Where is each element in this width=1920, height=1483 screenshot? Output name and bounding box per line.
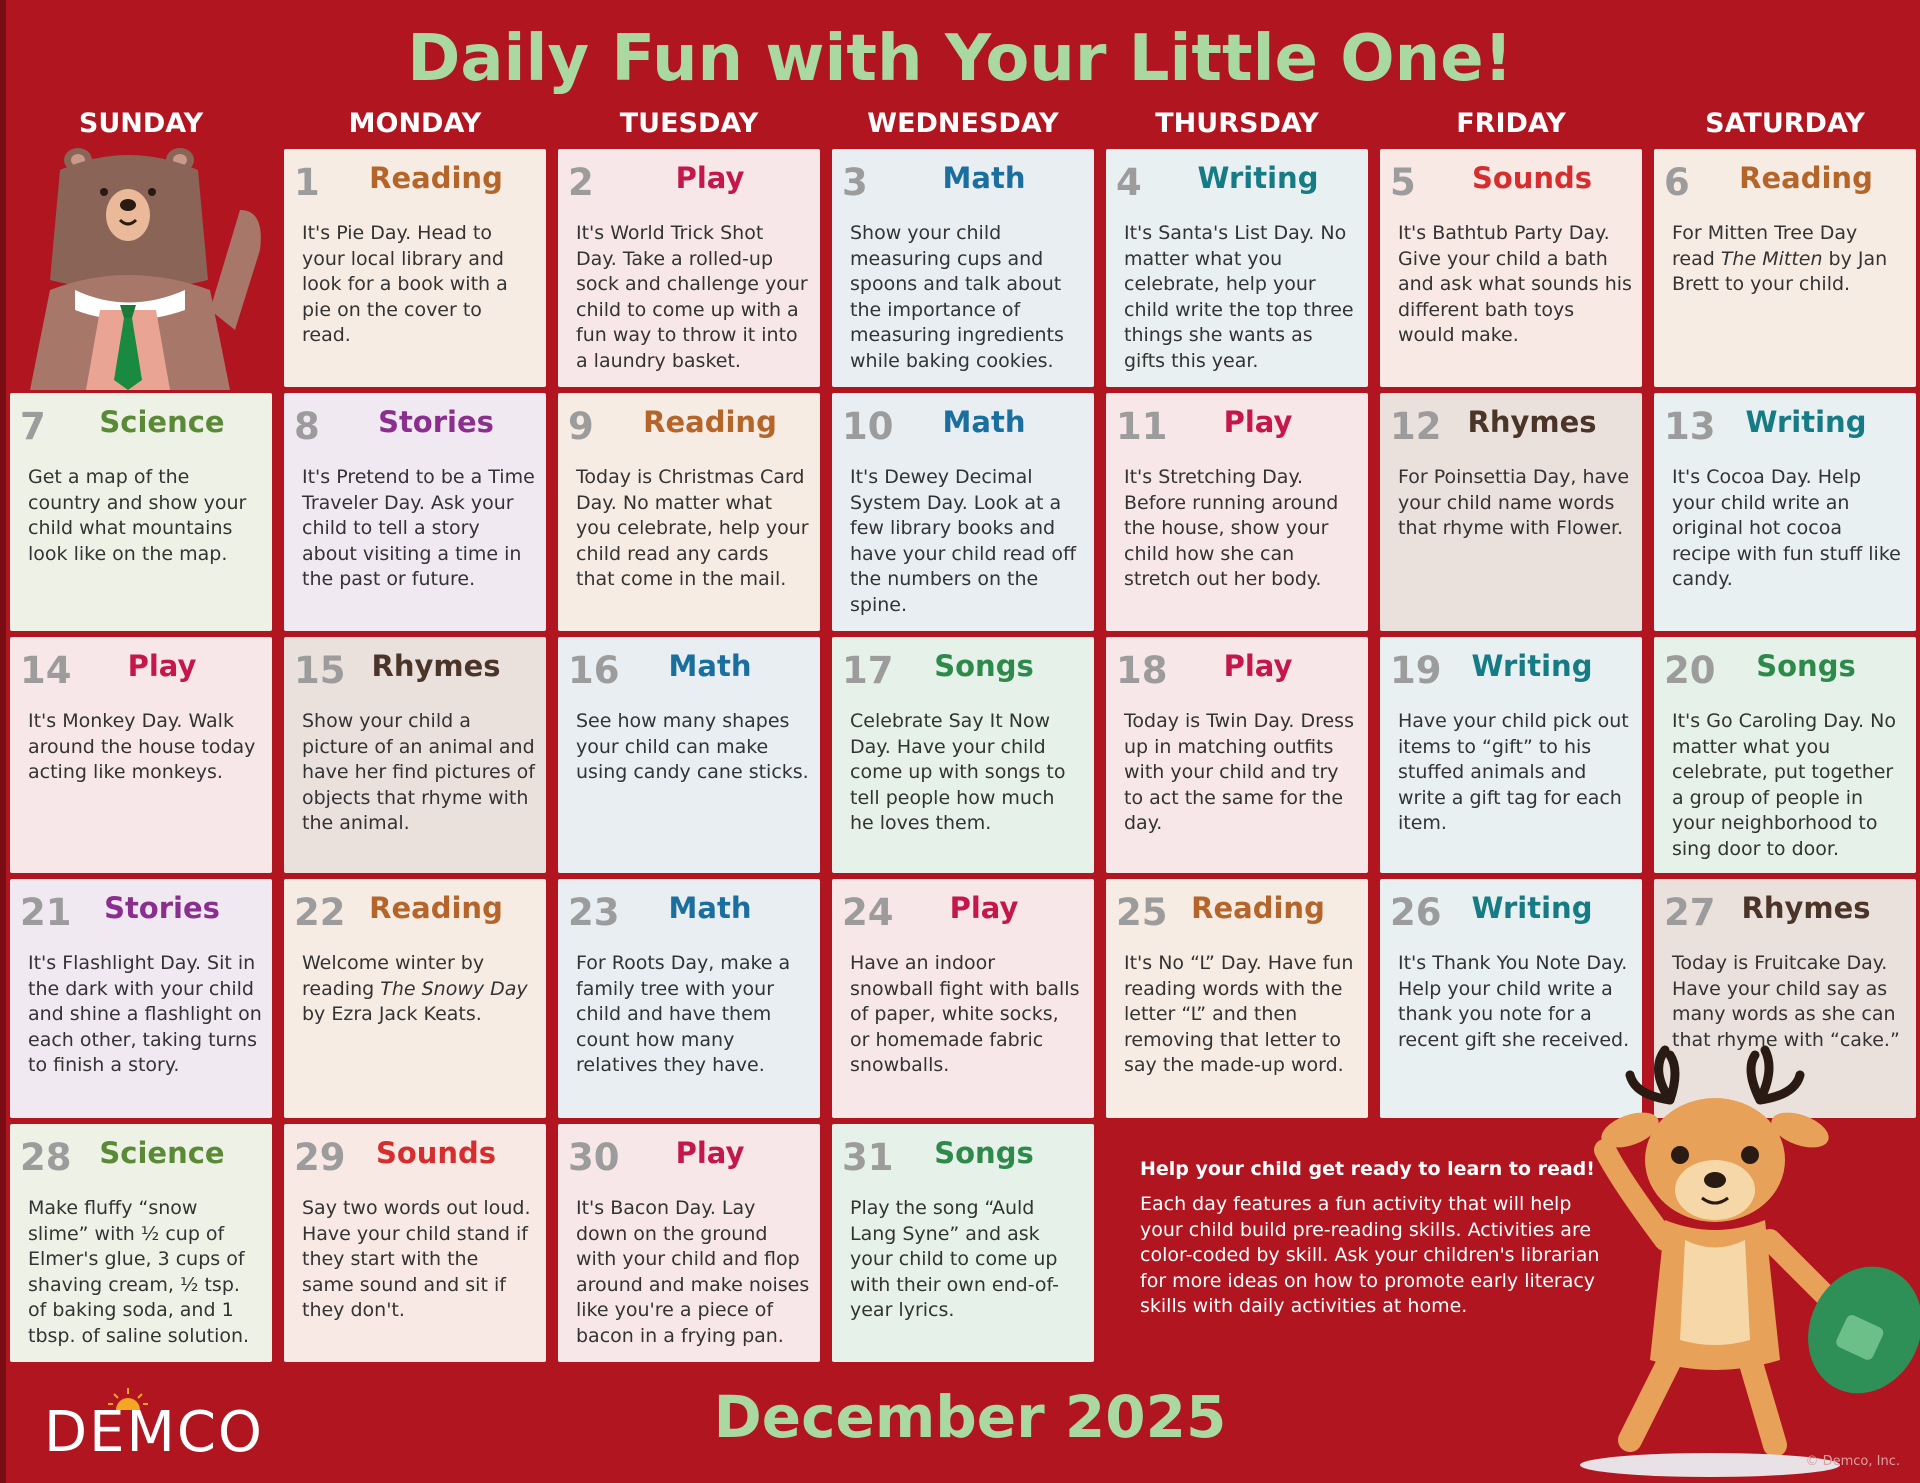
activity-text: It's Stretching Day. Before running around the house, show your child how she can stretch out her body. bbox=[1124, 466, 1339, 590]
day-number: 20 bbox=[1664, 649, 1716, 692]
day-number: 5 bbox=[1390, 161, 1416, 204]
day-number: 26 bbox=[1390, 891, 1442, 934]
weekday-friday: FRIDAY bbox=[1456, 108, 1566, 139]
page-edge bbox=[0, 0, 6, 1483]
activity-text: It's Santa's List Day. No matter what you celebrate, help your child write the top three things she wants as gifts this year. bbox=[1124, 222, 1354, 372]
skill-label: Sounds bbox=[375, 1136, 497, 1170]
day-number: 4 bbox=[1116, 161, 1142, 204]
day-cell-29 bbox=[284, 1124, 546, 1362]
skill-label: Reading bbox=[643, 405, 777, 439]
day-cell-9 bbox=[558, 393, 820, 631]
skill-label: Math bbox=[668, 891, 752, 925]
skill-label: Writing bbox=[1471, 891, 1593, 925]
day-number: 24 bbox=[842, 891, 894, 934]
activity-text: Celebrate Say It Now Day. Have your child come up with songs to tell people how much he loves them. bbox=[850, 710, 1066, 834]
activity-text-part: For Mitten Tree Day read bbox=[1672, 222, 1858, 270]
activity-text: It's Flashlight Day. Sit in the dark with your child and shine a flashlight on each other, taking turns to finish a story. bbox=[28, 952, 262, 1076]
activity-text bbox=[1672, 221, 1906, 298]
skill-label: Writing bbox=[1745, 405, 1867, 439]
day-cell-22 bbox=[284, 879, 546, 1118]
day-number: 31 bbox=[842, 1136, 894, 1179]
skill-label: Math bbox=[942, 405, 1026, 439]
weekday-sunday: SUNDAY bbox=[78, 108, 204, 139]
skill-label: Play bbox=[127, 649, 197, 683]
day-number: 9 bbox=[568, 405, 594, 448]
day-number: 27 bbox=[1664, 891, 1716, 934]
day-number: 6 bbox=[1664, 161, 1690, 204]
info-body: Each day features a fun activity that will help your child build pre-reading skills. Activities are color-coded by skill. Ask your children's librarian for more ideas on how to promote early literacy skills with daily activities at home. bbox=[1140, 1193, 1600, 1317]
activity-text: It's No “L” Day. Have fun reading words with the letter “L” and then removing that letter to say the made-up word. bbox=[1124, 952, 1354, 1076]
skill-label: Play bbox=[949, 891, 1019, 925]
page-title: Daily Fun with Your Little One! bbox=[407, 22, 1513, 96]
skill-label: Play bbox=[675, 161, 745, 195]
day-cell-20 bbox=[1654, 637, 1916, 873]
day-cell-13 bbox=[1654, 393, 1916, 631]
activity-text bbox=[302, 951, 536, 1028]
day-cell-23 bbox=[558, 879, 820, 1118]
activity-text: It's Monkey Day. Walk around the house today acting like monkeys. bbox=[28, 710, 256, 783]
day-cell-12 bbox=[1380, 393, 1642, 631]
activity-text-part: by Jan Brett to your child. bbox=[1672, 247, 1888, 295]
activity-text: It's Pretend to be a Time Traveler Day. Ask your child to tell a story about visiting a time in the past or future. bbox=[302, 466, 535, 590]
skill-label: Songs bbox=[1756, 649, 1856, 683]
day-cell-3 bbox=[832, 149, 1094, 387]
day-cell-18 bbox=[1106, 637, 1368, 873]
day-number: 3 bbox=[842, 161, 868, 204]
day-cell-4 bbox=[1106, 149, 1368, 387]
skill-label: Math bbox=[668, 649, 752, 683]
activity-text-part: by Ezra Jack Keats. bbox=[302, 1003, 482, 1025]
activity-text: It's Dewey Decimal System Day. Look at a few library books and have your child read off the numbers on the spine. bbox=[850, 466, 1077, 616]
day-cell-28 bbox=[10, 1124, 272, 1362]
day-number: 1 bbox=[294, 161, 320, 204]
day-number: 28 bbox=[20, 1136, 72, 1179]
activity-text: It's Cocoa Day. Help your child write an original hot cocoa recipe with fun stuff like candy. bbox=[1672, 466, 1901, 590]
activity-text: It's World Trick Shot Day. Take a rolled-up sock and challenge your child to come up with a fun way to throw it into a laundry basket. bbox=[576, 222, 808, 372]
bear-illustration bbox=[20, 140, 270, 390]
day-number: 17 bbox=[842, 649, 894, 692]
day-cell-7 bbox=[10, 393, 272, 631]
weekday-saturday: SATURDAY bbox=[1705, 108, 1865, 139]
activity-text: It's Bathtub Party Day. Give your child a bath and ask what sounds his different bath toys would make. bbox=[1398, 222, 1632, 346]
activity-text: Get a map of the country and show your child what mountains look like on the map. bbox=[28, 466, 247, 565]
day-cell-16 bbox=[558, 637, 820, 873]
skill-label: Rhymes bbox=[1467, 405, 1597, 439]
day-cell-8 bbox=[284, 393, 546, 631]
day-number: 2 bbox=[568, 161, 594, 204]
day-number: 15 bbox=[294, 649, 346, 692]
skill-label: Play bbox=[675, 1136, 745, 1170]
day-number: 8 bbox=[294, 405, 320, 448]
activity-text: Have your child pick out items to “gift” to his stuffed animals and write a gift tag for each item. bbox=[1398, 710, 1629, 834]
day-cell-11 bbox=[1106, 393, 1368, 631]
skill-label: Science bbox=[99, 1136, 225, 1170]
demco-logo: DEMCO bbox=[44, 1400, 264, 1465]
activity-text: For Roots Day, make a family tree with your child and have them count how many relatives they have. bbox=[576, 952, 791, 1076]
day-cell-17 bbox=[832, 637, 1094, 873]
day-number: 14 bbox=[20, 649, 72, 692]
day-cell-24 bbox=[832, 879, 1094, 1118]
day-cell-6 bbox=[1654, 149, 1916, 387]
skill-label: Science bbox=[99, 405, 225, 439]
day-cell-10 bbox=[832, 393, 1094, 631]
day-number: 7 bbox=[20, 405, 46, 448]
skill-label: Reading bbox=[369, 161, 503, 195]
day-cell-19 bbox=[1380, 637, 1642, 873]
day-number: 13 bbox=[1664, 405, 1716, 448]
activity-text: Today is Twin Day. Dress up in matching outfits with your child and try to act the same for the day. bbox=[1124, 710, 1354, 834]
day-number: 30 bbox=[568, 1136, 620, 1179]
day-cell-14 bbox=[10, 637, 272, 873]
skill-label: Songs bbox=[934, 649, 1034, 683]
day-cell-30 bbox=[558, 1124, 820, 1362]
day-number: 22 bbox=[294, 891, 346, 934]
activity-text: Play the song “Auld Lang Syne” and ask your child to come up with their own end-of-year lyrics. bbox=[850, 1197, 1060, 1321]
activity-text: Today is Christmas Card Day. No matter what you celebrate, help your child read any cards that come in the mail. bbox=[576, 466, 809, 590]
skill-label: Sounds bbox=[1471, 161, 1593, 195]
book-title: The Mitten bbox=[1720, 247, 1823, 270]
activity-text: See how many shapes your child can make using candy cane sticks. bbox=[576, 710, 809, 783]
day-number: 21 bbox=[20, 891, 72, 934]
day-cell-25 bbox=[1106, 879, 1368, 1118]
activity-text: Show your child measuring cups and spoons and talk about the importance of measuring ingredients while baking cookies. bbox=[850, 222, 1064, 372]
day-number: 12 bbox=[1390, 405, 1442, 448]
skill-label: Writing bbox=[1197, 161, 1319, 195]
skill-label: Reading bbox=[369, 891, 503, 925]
skill-label: Math bbox=[942, 161, 1026, 195]
skill-label: Play bbox=[1223, 649, 1293, 683]
weekday-tuesday: TUESDAY bbox=[619, 108, 759, 139]
day-number: 11 bbox=[1116, 405, 1168, 448]
day-cell-31 bbox=[832, 1124, 1094, 1362]
skill-label: Stories bbox=[378, 405, 494, 439]
day-number: 23 bbox=[568, 891, 620, 934]
activity-text: It's Bacon Day. Lay down on the ground with your child and flop around and make noises like you're a piece of bacon in a frying pan. bbox=[576, 1197, 810, 1347]
day-number: 25 bbox=[1116, 891, 1168, 934]
day-cell-2 bbox=[558, 149, 820, 387]
day-cell-21 bbox=[10, 879, 272, 1118]
skill-label: Reading bbox=[1191, 891, 1325, 925]
activity-text: Have an indoor snowball fight with balls of paper, white socks, or homemade fabric snowballs. bbox=[850, 952, 1080, 1076]
day-number: 16 bbox=[568, 649, 620, 692]
weekday-wednesday: WEDNESDAY bbox=[867, 108, 1059, 139]
activity-text: For Poinsettia Day, have your child name words that rhyme with Flower. bbox=[1398, 466, 1630, 539]
skill-label: Rhymes bbox=[1741, 891, 1871, 925]
skill-label: Play bbox=[1223, 405, 1293, 439]
activity-text-part: Welcome winter by reading bbox=[302, 952, 485, 1000]
skill-label: Songs bbox=[934, 1136, 1034, 1170]
activity-text: It's Pie Day. Head to your local library and look for a book with a pie on the cover to read. bbox=[302, 222, 508, 346]
weekday-monday: MONDAY bbox=[348, 108, 482, 139]
weekday-thursday: THURSDAY bbox=[1155, 108, 1319, 139]
day-number: 29 bbox=[294, 1136, 346, 1179]
day-cell-5 bbox=[1380, 149, 1642, 387]
day-number: 18 bbox=[1116, 649, 1168, 692]
copyright: © Demco, Inc. bbox=[1805, 1454, 1900, 1469]
day-cell-1 bbox=[284, 149, 546, 387]
day-number: 10 bbox=[842, 405, 894, 448]
activity-text: It's Go Caroling Day. No matter what you celebrate, put together a group of people in your neighborhood to sing door to door. bbox=[1672, 710, 1896, 860]
activity-text: Say two words out loud. Have your child stand if they start with the same sound and sit if they don't. bbox=[302, 1197, 531, 1321]
reindeer-illustration bbox=[1560, 1040, 1920, 1480]
month-label: December 2025 bbox=[713, 1383, 1227, 1451]
day-cell-15 bbox=[284, 637, 546, 873]
skill-label: Rhymes bbox=[371, 649, 501, 683]
info-box bbox=[1140, 1158, 1610, 1320]
activity-text: Show your child a picture of an animal and have her find pictures of objects that rhyme with the animal. bbox=[302, 710, 535, 834]
skill-label: Writing bbox=[1471, 649, 1593, 683]
day-number: 19 bbox=[1390, 649, 1442, 692]
skill-label: Stories bbox=[104, 891, 220, 925]
activity-text: Make fluffy “snow slime” with ½ cup of Elmer's glue, 3 cups of shaving cream, ½ tsp. of baking soda, and 1 tbsp. of saline solution. bbox=[28, 1197, 250, 1347]
activity-text: It's Thank You Note Day. Help your child write a thank you note for a recent gift she received. bbox=[1398, 952, 1630, 1051]
activity-text: Today is Fruitcake Day. Have your child say as many words as she can that rhyme with “cake.” bbox=[1672, 952, 1900, 1051]
skill-label: Reading bbox=[1739, 161, 1873, 195]
book-title: The Snowy Day bbox=[380, 977, 528, 1000]
info-title: Help your child get ready to learn to read! bbox=[1140, 1158, 1595, 1180]
